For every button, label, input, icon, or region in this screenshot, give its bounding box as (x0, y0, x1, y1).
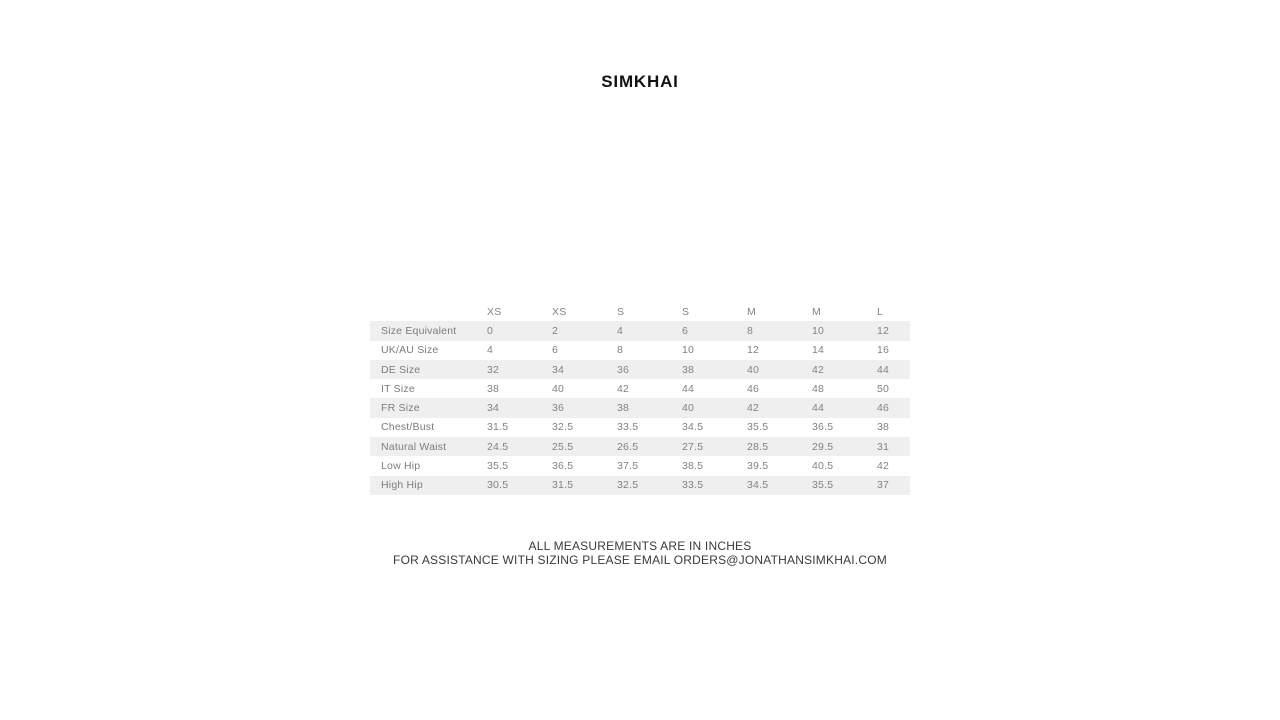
value-cell: 39.5 (747, 460, 769, 473)
value-cell: 44 (812, 398, 877, 417)
value-cell: 6 (682, 321, 747, 340)
value-cell: 4 (617, 321, 682, 340)
value-cell: 10 (812, 321, 877, 340)
value-cell: 42 (877, 460, 890, 473)
size-chart-table (370, 302, 910, 495)
value-cell: 50 (877, 382, 890, 395)
value-cell: 35.5 (747, 421, 769, 434)
value-cell: 16 (877, 344, 890, 357)
value-cell: 42 (812, 360, 877, 379)
value-cell: 40 (747, 360, 812, 379)
table-row (370, 360, 910, 379)
table-row (370, 379, 910, 398)
value-cell: 12 (747, 344, 760, 357)
value-cell: 46 (877, 398, 910, 417)
footer-line-assistance: FOR ASSISTANCE WITH SIZING PLEASE EMAIL ORDERS@JONATHANSIMKHAI.COM (393, 552, 887, 567)
value-cell: 48 (812, 382, 825, 395)
value-cell: 36 (617, 360, 682, 379)
table-row (370, 476, 910, 495)
value-cell: 31.5 (487, 421, 509, 434)
value-cell: 40 (552, 382, 565, 395)
header-cell: M (747, 305, 756, 318)
row-label: FR Size (370, 398, 487, 417)
value-cell: 30.5 (487, 476, 552, 495)
row-label: IT Size (381, 382, 415, 395)
value-cell: 0 (487, 321, 552, 340)
value-cell: 32.5 (552, 421, 574, 434)
header-cell: S (682, 305, 690, 318)
value-cell: 40.5 (812, 460, 834, 473)
value-cell: 38 (682, 360, 747, 379)
value-cell: 36.5 (552, 460, 574, 473)
row-label: Chest/Bust (381, 421, 435, 434)
value-cell: 34 (552, 360, 617, 379)
value-cell: 37.5 (617, 460, 639, 473)
footer-line-measurements: ALL MEASUREMENTS ARE IN INCHES (528, 539, 752, 553)
table-row (370, 321, 910, 340)
value-cell: 2 (552, 321, 617, 340)
table-row (370, 456, 910, 475)
value-cell: 8 (747, 321, 812, 340)
header-cell: S (617, 305, 625, 318)
row-label: Size Equivalent (370, 321, 487, 340)
value-cell: 4 (487, 344, 494, 357)
value-cell: 42 (747, 398, 812, 417)
value-cell: 28.5 (747, 437, 812, 456)
header-cell: XS (552, 305, 567, 318)
value-cell: 38 (617, 398, 682, 417)
value-cell: 36.5 (812, 421, 834, 434)
value-cell: 24.5 (487, 437, 552, 456)
row-label: Low Hip (381, 460, 421, 473)
value-cell: 6 (552, 344, 559, 357)
table-row (370, 418, 910, 437)
row-label: High Hip (370, 476, 487, 495)
value-cell: 38 (877, 421, 890, 434)
value-cell: 38 (487, 382, 500, 395)
brand-title: SIMKHAI (601, 72, 679, 91)
value-cell: 44 (682, 382, 695, 395)
value-cell: 37 (877, 476, 910, 495)
table-row (370, 437, 910, 456)
header-cell: XS (487, 305, 502, 318)
value-cell: 12 (877, 321, 910, 340)
row-label: Natural Waist (370, 437, 487, 456)
row-label: DE Size (370, 360, 487, 379)
value-cell: 32.5 (617, 476, 682, 495)
value-cell: 10 (682, 344, 695, 357)
value-cell: 44 (877, 360, 910, 379)
value-cell: 32 (487, 360, 552, 379)
header-cell: L (877, 305, 884, 318)
value-cell: 33.5 (682, 476, 747, 495)
value-cell: 8 (617, 344, 624, 357)
size-chart-header-row (370, 302, 910, 321)
size-chart-body (370, 321, 910, 495)
value-cell: 42 (617, 382, 630, 395)
value-cell: 27.5 (682, 437, 747, 456)
value-cell: 29.5 (812, 437, 877, 456)
value-cell: 31 (877, 437, 910, 456)
table-row (370, 341, 910, 360)
table-row (370, 398, 910, 417)
header-cell (370, 302, 487, 321)
header-cell: M (812, 305, 821, 318)
size-chart-head (370, 302, 910, 321)
value-cell: 36 (552, 398, 617, 417)
value-cell: 38.5 (682, 460, 704, 473)
size-chart-section (370, 302, 910, 495)
value-cell: 25.5 (552, 437, 617, 456)
value-cell: 33.5 (617, 421, 639, 434)
value-cell: 34.5 (747, 476, 812, 495)
value-cell: 34.5 (682, 421, 704, 434)
value-cell: 35.5 (487, 460, 509, 473)
value-cell: 40 (682, 398, 747, 417)
value-cell: 34 (487, 398, 552, 417)
footer-note (0, 540, 1280, 567)
value-cell: 35.5 (812, 476, 877, 495)
row-label: UK/AU Size (381, 344, 439, 357)
value-cell: 14 (812, 344, 825, 357)
value-cell: 46 (747, 382, 760, 395)
value-cell: 31.5 (552, 476, 617, 495)
value-cell: 26.5 (617, 437, 682, 456)
